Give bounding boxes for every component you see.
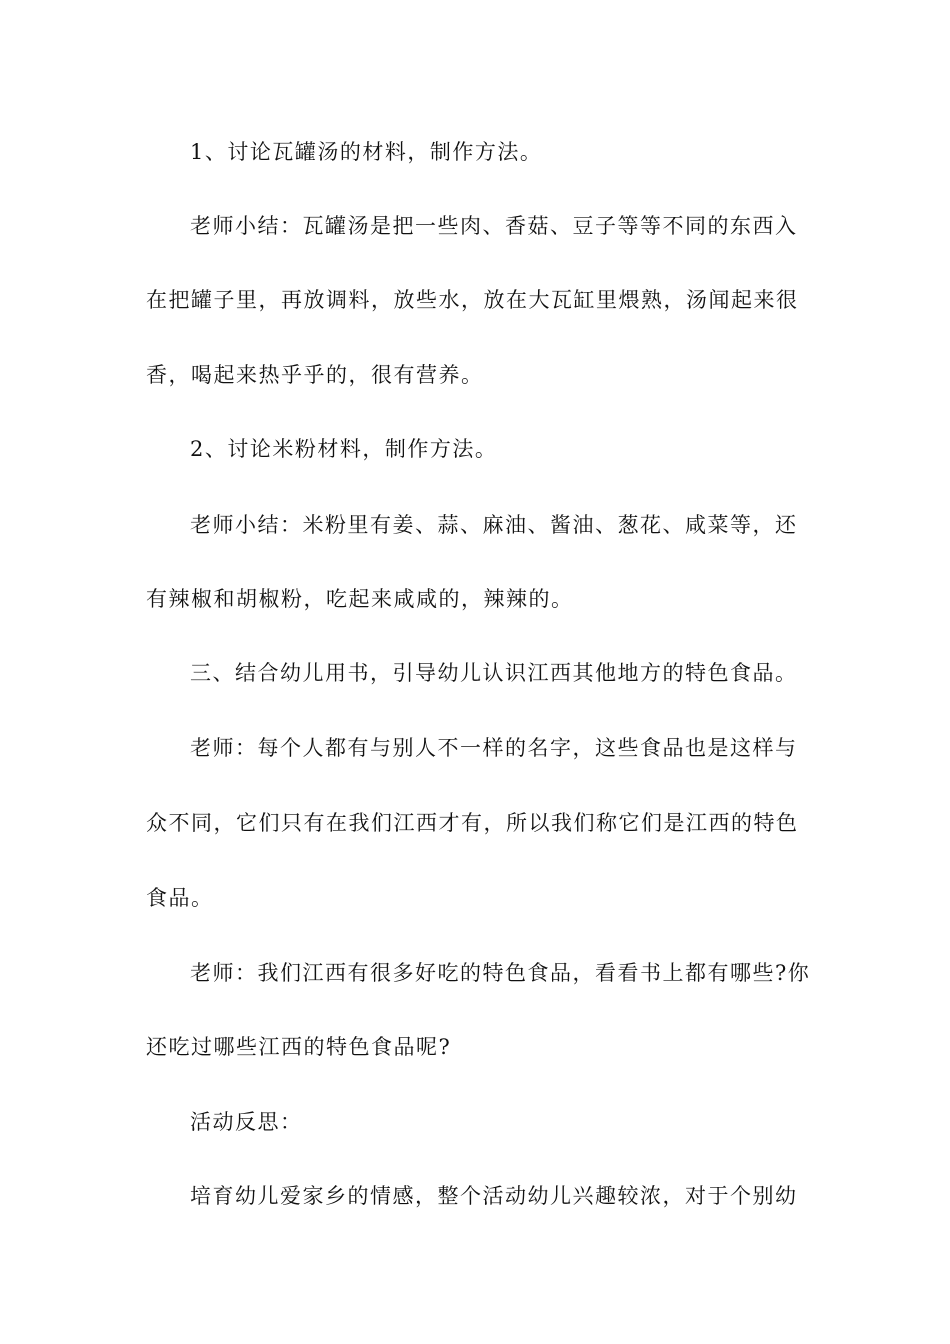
paragraph-line: 众不同，它们只有在我们江西才有，所以我们称它们是江西的特色 (146, 811, 799, 835)
paragraph-line: 香，喝起来热乎乎的，很有营养。 (146, 363, 484, 387)
paragraph-line: 在把罐子里，再放调料，放些水，放在大瓦缸里煨熟，汤闻起来很 (146, 288, 799, 312)
paragraph-line: 老师小结：瓦罐汤是把一些肉、香菇、豆子等等不同的东西入 (190, 214, 798, 238)
section-heading: 活动反思： (190, 1110, 303, 1134)
paragraph-line: 三、结合幼儿用书，引导幼儿认识江西其他地方的特色食品。 (190, 661, 798, 685)
paragraph-line: 还吃过哪些江西的特色食品呢? (146, 1035, 452, 1059)
paragraph-line: 老师小结：米粉里有姜、蒜、麻油、酱油、葱花、咸菜等，还 (190, 513, 798, 537)
paragraph-line: 老师：我们江西有很多好吃的特色食品，看看书上都有哪些?你 (190, 961, 811, 985)
paragraph-line: 2、讨论米粉材料，制作方法。 (190, 437, 498, 461)
paragraph-line: 有辣椒和胡椒粉，吃起来咸咸的，辣辣的。 (146, 587, 574, 611)
paragraph-line: 老师：每个人都有与别人不一样的名字，这些食品也是这样与 (190, 736, 798, 760)
paragraph-line: 食品。 (146, 886, 214, 910)
paragraph-line: 1、讨论瓦罐汤的材料，制作方法。 (190, 140, 543, 164)
paragraph-line: 培育幼儿爱家乡的情感，整个活动幼儿兴趣较浓，对于个别幼 (190, 1184, 798, 1208)
